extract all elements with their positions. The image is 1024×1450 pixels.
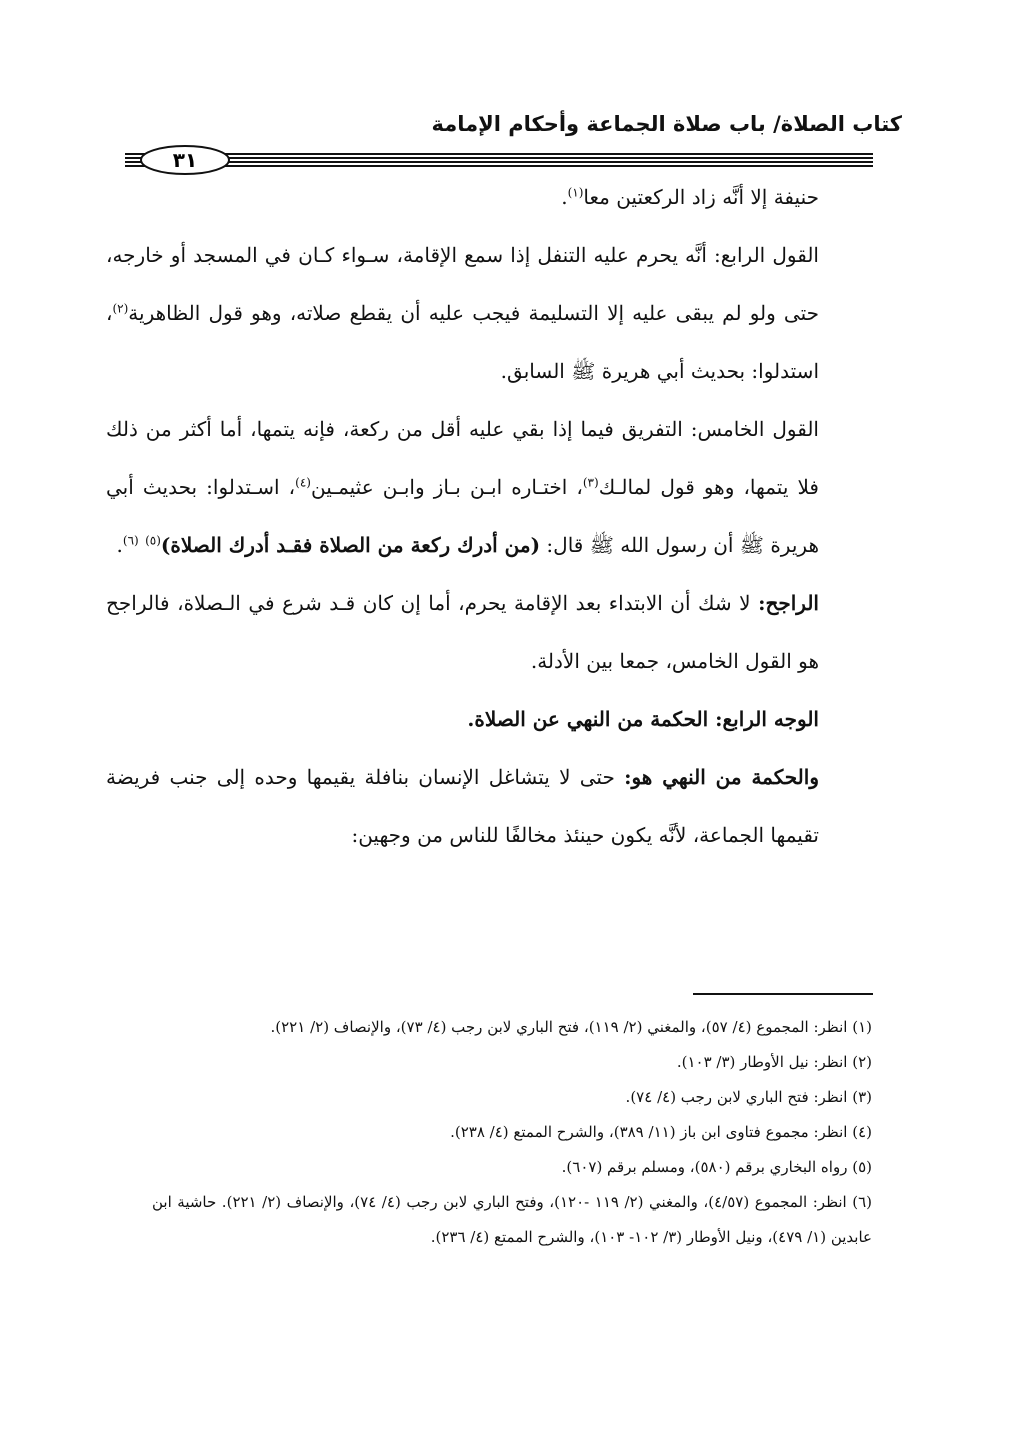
footnote-4: (٤) انظر: مجموع فتاوى ابن باز (١١/ ٣٨٩)، والشرح الممتع (٤/ ٢٣٨). — [450, 1123, 872, 1141]
page-number: ٣١ — [172, 148, 198, 172]
running-header-title: كتاب الصلاة/ باب صلاة الجماعة وأحكام الإمامة — [431, 112, 902, 136]
paragraph-3: القول الخامس: التفريق فيما إذا بقي عليه أقل من ركعة، فإنه يتمها، أما أكثر من ذلك فلا يتمها، وهو قول لمالـك$^{(٣)}$، اختـاره ابـن بـاز وابـن عثيمـين$^{(٤)}$، اسـتدلوا: بحديث أبي هريرة ﷺ أن رسول الله ﷺ قال: (من أدرك ركعة من الصلاة فقـد أدرك الصلاة)$^{(٥)}$ $^{(٦)}$. — [106, 417, 819, 557]
footnote-5: (٥) رواه البخاري برقم (٥٨٠)، ومسلم برقم (٦٠٧). — [561, 1158, 872, 1176]
wisdom-label: والحكمة من النهي هو: — [624, 765, 819, 789]
preferred-label: الراجح: — [758, 591, 819, 615]
paragraph-4: الراجح: لا شك أن الابتداء بعد الإقامة يحرم، أما إن كان قـد شرع في الـصلاة، فالراجح هو القول الخامس، جمعا بين الأدلة. — [106, 591, 819, 673]
footnote-1: (١) انظر: المجموع (٤/ ٥٧)، والمغني (٢/ ١١٩)، فتح الباري لابن رجب (٤/ ٧٣)، والإنصاف (٢/ ٢٢١). — [270, 1018, 872, 1036]
footnote-6: (٦) انظر: المجموع (٤/٥٧)، والمغني (٢/ ١١٩ -١٢٠)، وفتح الباري لابن رجب (٤/ ٧٤)، والإنصاف (٢/ ٢٢١). حاشية ابن عابدين (١/ ٤٧٩)، ونيل الأوطار (٣/ ١٠٢- ١٠٣)، والشرح الممتع (٤/ ٢٣٦). — [152, 1193, 873, 1246]
paragraph-6: والحكمة من النهي هو: حتى لا يتشاغل الإنسان بنافلة يقيمها وحده إلى جنب فريضة تقيمها الجماعة، لأنَّه يكون حينئذ مخالفًا للناس من وجهين: — [106, 765, 819, 847]
footnote-3: (٣) انظر: فتح الباري لابن رجب (٤/ ٧٤). — [625, 1088, 872, 1106]
footnote-2: (٢) انظر: نيل الأوطار (٣/ ١٠٣). — [676, 1053, 872, 1071]
section-heading: الوجه الرابع: الحكمة من النهي عن الصلاة. — [467, 707, 819, 731]
footnotes — [152, 1010, 872, 1255]
paragraph-1: حنيفة إلا أنَّه زاد الركعتين معا$^{(١)}$. — [561, 185, 819, 209]
paragraph-5 — [106, 690, 819, 748]
hadith-quote: (من أدرك ركعة من الصلاة فقـد أدرك الصلاة) — [160, 533, 541, 557]
paragraph-2: القول الرابع: أنَّه يحرم عليه التنفل إذا سمع الإقامة، سـواء كـان في المسجد أو خارجه، حتى ولو لم يبقى عليه إلا التسليمة فيجب عليه أن يقطع صلاته، وهو قول الظاهرية$^{(٢)}$، استدلوا: بحديث أبي هريرة ﷺ السابق. — [106, 243, 819, 383]
main-text — [106, 168, 819, 864]
footnote-separator — [693, 993, 873, 995]
